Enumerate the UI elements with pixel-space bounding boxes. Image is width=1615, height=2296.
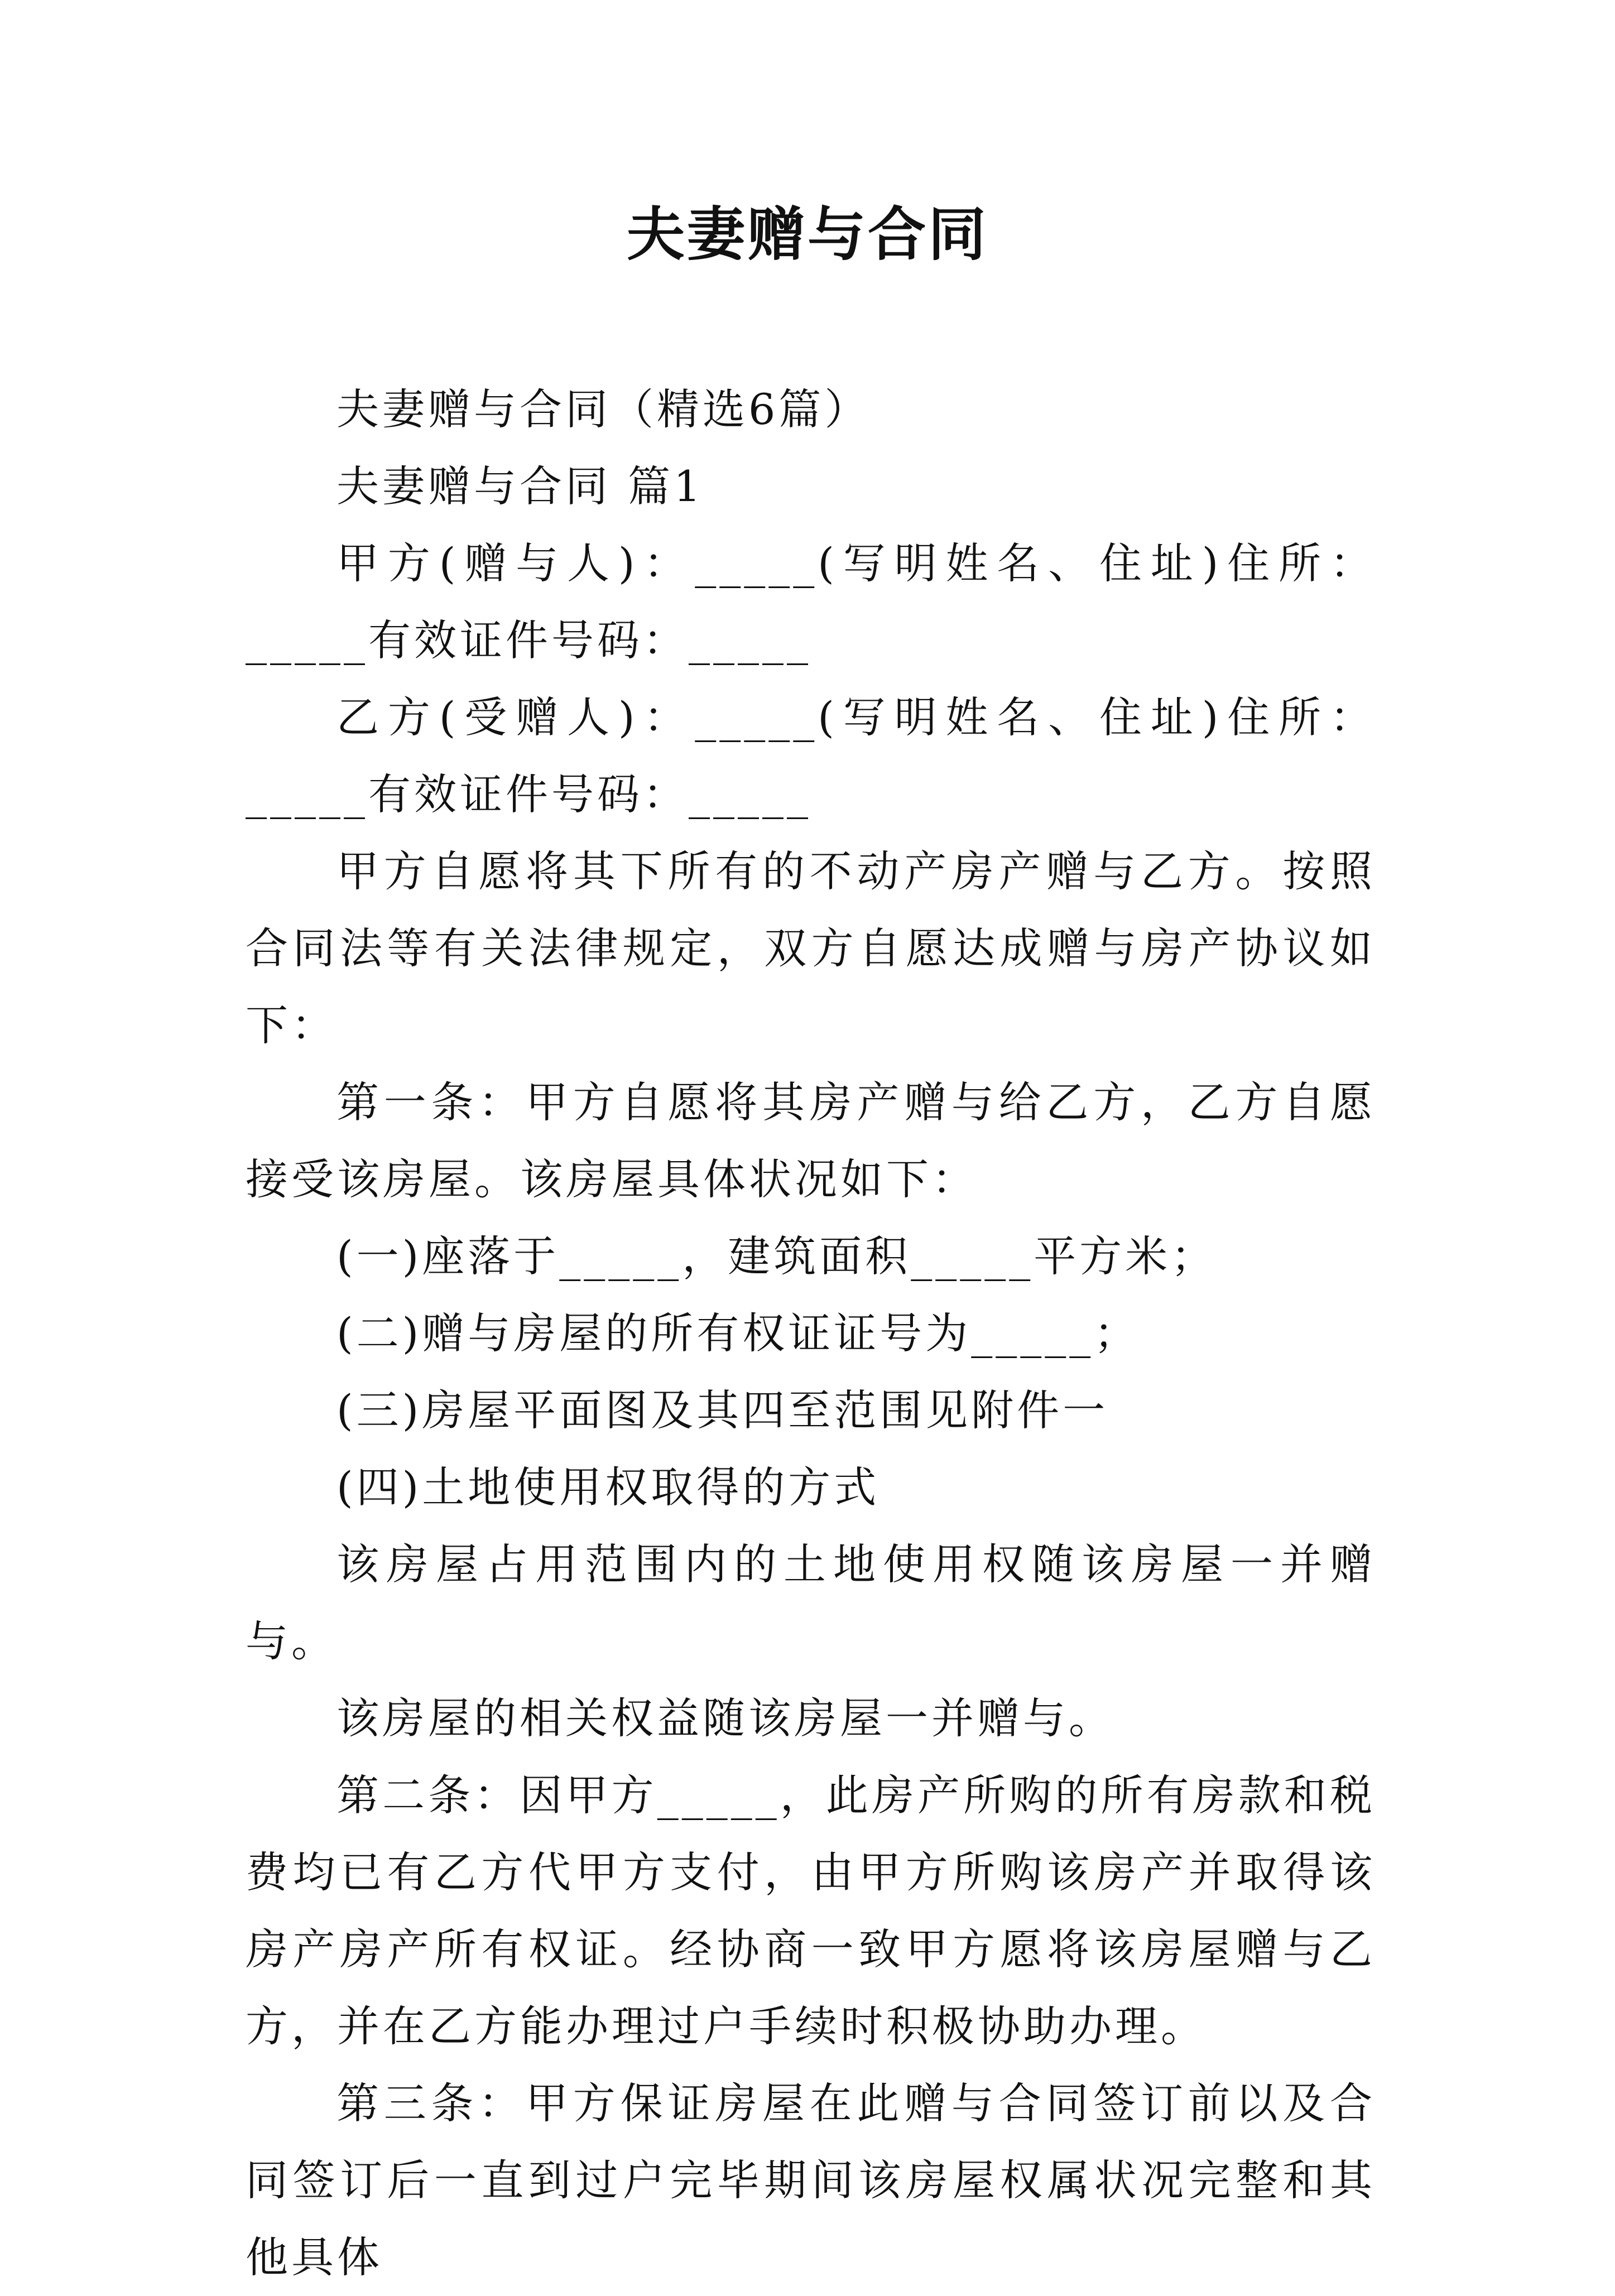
paragraph-item-3: (三)房屋平面图及其四至范围见附件一	[337, 1385, 1109, 1435]
paragraph-item-2: (二)赠与房屋的所有权证证号为_____；	[337, 1308, 1140, 1358]
paragraph-article-1: 第一条：甲方自愿将其房产赠与给乙方，乙方自愿接受该房屋。该房屋具体状况如下：	[246, 1077, 1376, 1204]
paragraph-rights: 该房屋的相关权益随该房屋一并赠与。	[337, 1693, 1114, 1743]
paragraph-article-3: 第三条：甲方保证房屋在此赠与合同签订前以及合同签订后一直到过户完毕期间该房屋权属状况完整和其他具体	[246, 2078, 1376, 2282]
paragraph-article-2: 第二条：因甲方_____，此房产所购的所有房款和税费均已有乙方代甲方支付，由甲方所购该房产并取得该房产房产所有权证。经协商一致甲方愿将该房屋赠与乙方，并在乙方能办理过户手续时积极协助办理。	[246, 1770, 1376, 2051]
paragraph-subtitle: 夫妻赠与合同（精选6篇）	[337, 384, 871, 434]
paragraph-item-4: (四)土地使用权取得的方式	[337, 1462, 880, 1512]
paragraph-land-use: 该房屋占用范围内的土地使用权随该房屋一并赠与。	[246, 1539, 1376, 1666]
paragraph-preamble: 甲方自愿将其下所有的不动产房产赠与乙方。按照合同法等有关法律规定，双方自愿达成赠与房产协议如下：	[246, 846, 1376, 1050]
paragraph-section-heading: 夫妻赠与合同 篇1	[337, 461, 704, 511]
document-body	[246, 371, 1376, 2296]
document-title: 夫妻赠与合同	[626, 200, 988, 268]
paragraph-party-a: 甲方(赠与人)：_____(写明姓名、住址)住所：_____有效证件号码：_____	[246, 538, 1376, 665]
paragraph-item-1: (一)座落于_____，建筑面积_____平方米；	[337, 1231, 1217, 1281]
paragraph-party-b: 乙方(受赠人)：_____(写明姓名、住址)住所：_____有效证件号码：_____	[246, 692, 1376, 819]
